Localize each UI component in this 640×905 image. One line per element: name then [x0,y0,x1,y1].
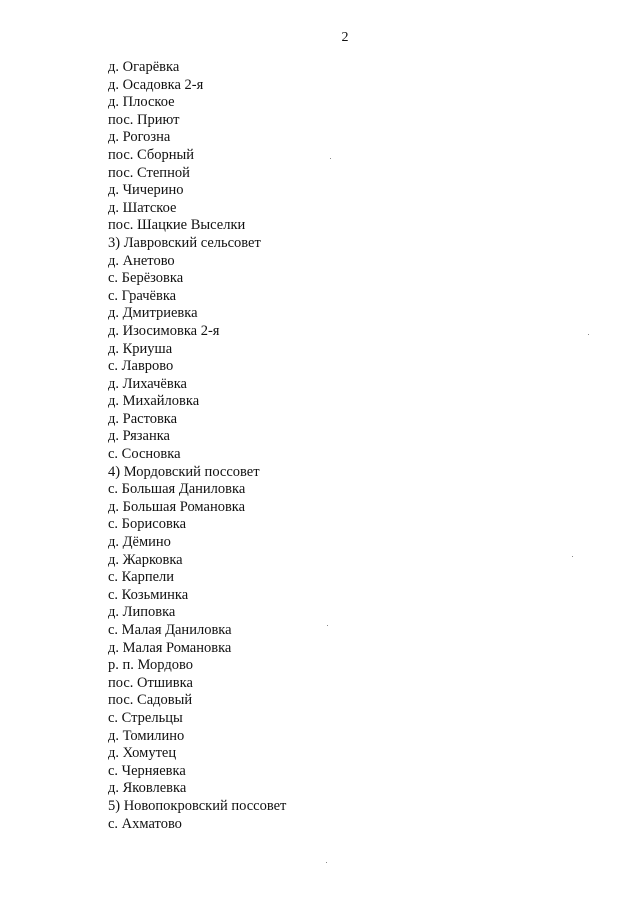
list-item: д. Дёмино [108,534,171,551]
list-item: д. Жарковка [108,551,183,568]
list-item: с. Козьминка [108,586,189,603]
list-item: д. Растовка [108,410,178,427]
page-number: 2 [341,30,349,45]
list-item: пос. Приют [108,111,180,128]
list-item: д. Анетово [108,252,175,269]
list-item: д. Рогозна [108,129,171,146]
scan-speck [327,625,328,626]
list-item: с. Ахматово [108,815,182,832]
list-item: д. Яковлевка [108,780,187,797]
list-item: с. Малая Даниловка [108,622,232,638]
list-item: с. Стрельцы [108,709,183,726]
list-item: д. Плоское [108,94,175,111]
scan-speck [330,158,331,159]
list-item: с. Берёзовка [108,270,184,287]
list-item: пос. Отшивка [108,674,193,691]
list-item: пос. Садовый [108,692,193,709]
list-item: д. Осадовка 2-я [108,76,204,93]
list-item: д. Лихачёвка [108,375,187,392]
list-item: д. Изосимовка 2-я [108,322,220,339]
list-item: с. Сосновка [108,446,181,463]
list-item: р. п. Мордово [108,657,193,674]
list-item: д. Шатское [108,199,177,216]
scan-speck [326,862,327,863]
list-item: д. Михайловка [108,393,200,410]
list-item: с. Карпели [108,569,175,586]
section-heading: 4) Мордовский поссовет [108,463,260,480]
list-item: пос. Сборный [108,146,195,163]
settlement-list [108,59,286,833]
list-item: д. Рязанка [108,428,170,445]
list-item: д. Малая Романовка [108,639,232,656]
list-item: д. Огарёвка [108,59,180,75]
list-item: д. Томилино [108,727,185,744]
list-item: д. Дмитриевка [108,305,198,322]
list-item: д. Хомутец [108,745,177,762]
section-heading: 3) Лавровский сельсовет [108,234,261,251]
list-item: с. Борисовка [108,516,187,533]
list-item: с. Черняевка [108,762,186,779]
list-item: д. Криуша [108,340,173,357]
list-item: д. Липовка [108,604,176,621]
scan-speck [588,334,589,335]
list-item: д. Большая Романовка [108,498,246,515]
list-item: с. Лаврово [108,358,174,375]
list-item: пос. Степной [108,164,190,181]
list-item: с. Большая Даниловка [108,481,246,498]
list-item: пос. Шацкие Выселки [108,217,246,234]
scan-speck [572,556,573,557]
list-item: д. Чичерино [108,182,184,199]
list-item: с. Грачёвка [108,287,177,304]
section-heading: 5) Новопокровский поссовет [108,797,287,814]
